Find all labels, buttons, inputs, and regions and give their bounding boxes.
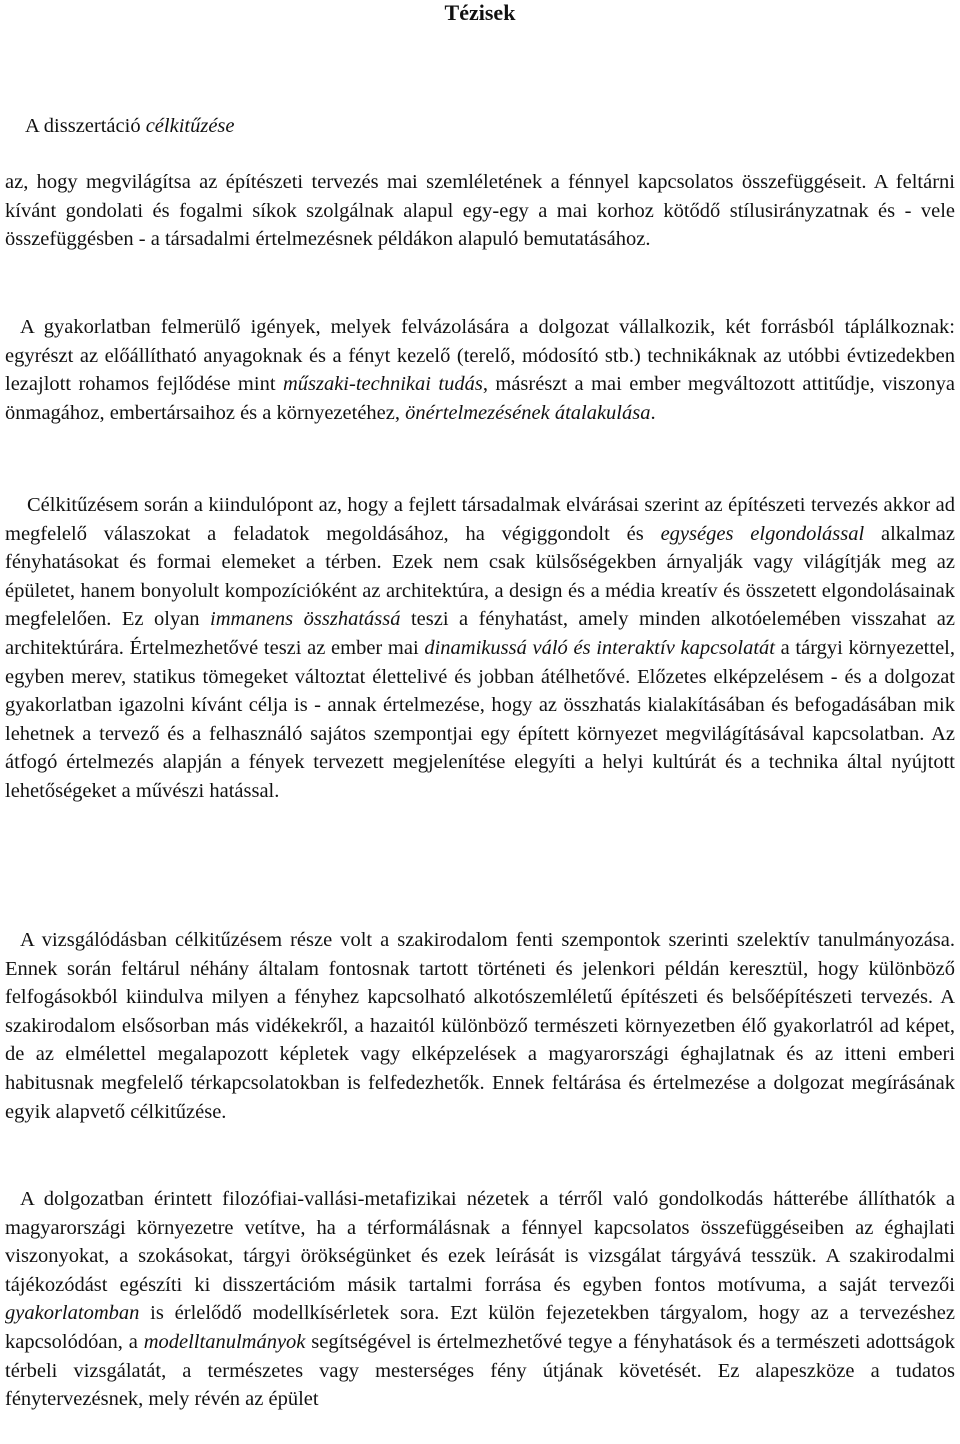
paragraph-5-italic-b: gyakorlatomban <box>5 1302 140 1325</box>
page-title: Tézisek <box>444 0 516 25</box>
paragraph-3 <box>5 491 955 806</box>
paragraph-2-text-a: A gyakorlatban felmerülő igények, melyek felvázolására a dolgozat vállalkozik, két forrásból táplálkoznak: egyrészt az előállítható anyagoknak és a fényt kezelő (terelő, módosító stb.) technikáknak az utóbbi évtizedekben lezajlott rohamos fejlődése mint <box>5 316 955 396</box>
paragraph-3-text-g: a tárgyi környezettel, egyben merev, statikus tömegeket változtat élettelivé és jobban átélhetővé. Előzetes elképzelésem - és a dolgozat gyakorlatban igazolni kívánt célja is - annak értelmezése, hogy az összhatás kialakításában és befogadásában mik lehetnek a tervező és a felhasználó sajátos szempontjai egy épített környezet megvilágításával kapcsolatban. Az átfogó értelmezés alapján a fények tervezett megjelenítése elegyíti a helyi kultúrát és a technika által nyújtott lehetőségeket a művészi hatással. <box>5 636 955 802</box>
paragraph-2 <box>5 313 955 427</box>
paragraph-3-text-a: Célkitűzésem során a kiindulópont az, hogy a fejlett társadalmak elvárásai szerint az építészeti tervezés akkor ad megfelelő válaszokat a feladatok megoldásához, ha végiggondolt és <box>5 494 955 545</box>
paragraph-5 <box>5 1185 955 1414</box>
paragraph-3-text-e: teszi a fényhatást, amely minden alkotóelemében visszahat az architektúrára. Értelmezhetővé teszi az ember mai <box>5 608 956 659</box>
paragraph-2-italic-d: önértelmezésének átalakulása <box>405 401 651 424</box>
paragraph-1: az, hogy megvilágítsa az építészeti tervezés mai szemléletének a fénnyel kapcsolatos összefüggéseit. A feltárni kívánt gondolati és fogalmi síkok szolgálnak alapul egy-egy a mai korhoz kötődő stílusirányzatnak és - vele összefüggésben - a társadalmi értelmezésnek példákon alapuló bemutatásához. <box>5 171 955 251</box>
section-heading-prefix: A disszertáció <box>25 115 146 137</box>
paragraph-4: A vizsgálódásban célkitűzésem része volt a szakirodalom fenti szempontok szerinti szelektív tanulmányozása. Ennek során feltárul néhány általam fontosnak tartott történeti és jelenkori példán keresztül, hogy különböző felfogásokból kiindulva milyen a fényhez kapcsolható alkotószemléletű építészeti és belsőépítészeti tervezés. A szakirodalom elsősorban más vidékekről, a hazaitól különböző természeti környezetben élő gyakorlatról ad képet, de az elmélettel megalapozott képletek vagy elképzelések a magyarországi éghajlatnak és az itteni emberi habitusnak megfelelő térkapcsolatokban is felfedezhetők. Ennek feltárása és értelmezése a dolgozat megírásának egyik alapvető célkitűzése. <box>5 929 955 1123</box>
paragraph-2-text-e: . <box>650 401 656 424</box>
paragraph-3-italic-b: egységes elgondolással <box>660 522 865 545</box>
document-page <box>5 0 956 1411</box>
paragraph-5-text-a: A dolgozatban érintett filozófiai-vallási-metafizikai nézetek a térről való gondolkodás hátterébe állíthatók a magyarországi környezetre vetítve, ha a térformálásnak a fénnyel kapcsolatos összefüggéseiben az éghajlati viszonyokat, a szokásokat, tárgyi örökségünket és ezek leírását is vizsgálat tárgyává tesszük. A szakirodalmi tájékozódást egészíti ki disszertációm másik tartalmi forrása és egyben fontos motívuma, a saját tervezői <box>5 1188 955 1296</box>
paragraph-2-italic-b: műszaki-technikai tudás <box>282 373 483 396</box>
paragraph-3-italic-d: immanens összhatássá <box>210 608 401 631</box>
section-heading-italic: célkitűzése <box>145 115 235 137</box>
paragraph-3-text-c: alkalmaz fényhatásokat és formai elemeket a térben. Ezek nem csak külsőségekben árnyalják vagy világítják meg az épületet, hanem bonyolult kompozícióként az architektúra, a design és a média kreatív és összetett elgondolásainak megfelelően. Ez olyan <box>5 522 955 631</box>
paragraph-5-text-c: is érlelődő modellkísérletek sora. Ezt külön fejezetekben tárgyalom, hogy az a tervezéshez kapcsolódóan, a <box>5 1302 955 1353</box>
section-heading <box>25 113 235 140</box>
paragraph-3-italic-f: dinamikussá váló és interaktív kapcsolatát <box>424 636 775 659</box>
paragraph-5-italic-d: modelltanulmányok <box>143 1330 306 1353</box>
paragraph-5-text-e: segítségével is értelmezhetővé tegye a fényhatások és a természeti adottságok térbeli vizsgálatát, a természetes vagy mesterséges fény útjának követését. Ez alapeszköze a tudatos fénytervezésnek, mely révén az épület <box>5 1330 955 1411</box>
paragraph-2-text-c: , másrészt a mai ember megváltozott attitűdje, viszonya önmagához, embertársaihoz és a környezetéhez, <box>5 373 955 424</box>
